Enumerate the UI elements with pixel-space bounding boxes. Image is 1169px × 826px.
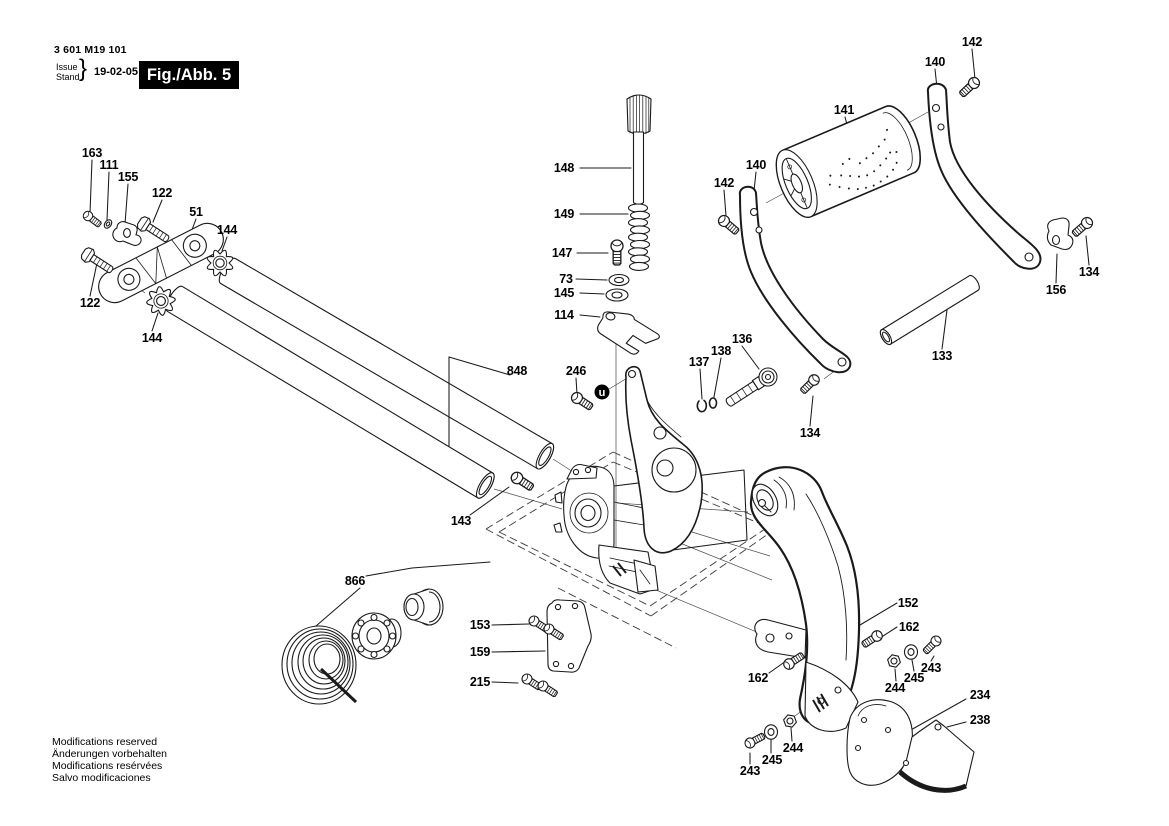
part-label: 148	[553, 161, 575, 175]
part-label: 137	[688, 355, 710, 369]
washer-245-right	[905, 645, 918, 659]
document-part-number: 3 601 M19 101	[54, 44, 127, 56]
spring-149	[629, 204, 650, 270]
part-label: 162	[898, 620, 920, 634]
screw-142-left	[716, 213, 741, 236]
part-label: 162	[747, 671, 769, 685]
clamp-155	[113, 222, 141, 246]
part-label: 156	[1045, 283, 1067, 297]
lever-plate	[626, 367, 702, 553]
part-label: 155	[117, 170, 139, 184]
screw-163	[81, 209, 102, 228]
snap-ring-137	[697, 400, 706, 411]
part-label: 140	[745, 158, 767, 172]
bolt-122-lower	[79, 246, 116, 277]
issue-label: Issue	[56, 62, 78, 72]
part-label: 133	[931, 349, 953, 363]
support-arm-152	[747, 467, 859, 731]
assembly-marker-u	[595, 385, 610, 400]
part-label: 142	[713, 176, 735, 190]
part-label: 141	[833, 103, 855, 117]
part-label: 140	[924, 55, 946, 69]
pivot-bolt-136	[724, 368, 777, 408]
figure-label-box: Fig./Abb. 5	[139, 61, 239, 89]
washer-111	[103, 218, 114, 229]
part-label: 244	[782, 741, 804, 755]
part-label: 134	[1078, 265, 1100, 279]
screw-162-right	[860, 629, 884, 650]
washer-145	[606, 289, 628, 301]
modifications-notice	[52, 736, 167, 784]
o-ring-138	[710, 398, 717, 408]
screw-142-right	[958, 75, 982, 99]
issue-date: 19-02-05	[94, 66, 139, 78]
bearing-866	[352, 613, 401, 659]
roller-141	[768, 100, 929, 223]
part-label: 153	[469, 618, 491, 632]
screw-215-b	[536, 679, 559, 699]
part-label: 145	[553, 286, 575, 300]
part-label: 163	[81, 146, 103, 160]
clamp-156	[1047, 218, 1073, 250]
part-label: 243	[920, 661, 942, 675]
part-label: 111	[99, 158, 119, 172]
part-label: 138	[710, 344, 732, 358]
part-label: 245	[761, 753, 783, 767]
part-label: 848	[506, 364, 528, 378]
screw-134-right	[1070, 215, 1094, 238]
part-label: 149	[553, 207, 575, 221]
part-label: 243	[739, 764, 761, 778]
part-label: 144	[216, 223, 238, 237]
part-label: 114	[554, 308, 574, 322]
part-label: 142	[961, 35, 983, 49]
part-label: 152	[897, 596, 919, 610]
washer-245-lower	[765, 725, 778, 739]
svg-text:u: u	[598, 387, 606, 399]
spring-866	[282, 626, 356, 704]
notice-line-en: Modifications reserved	[52, 736, 158, 748]
issue-stand-labels	[56, 62, 80, 82]
support-arm-140-left	[740, 187, 851, 372]
part-label: 244	[884, 681, 906, 695]
screw-134-left	[799, 373, 822, 396]
part-label: 866	[344, 574, 366, 588]
part-label: 238	[969, 713, 991, 727]
nut-244-right	[886, 654, 901, 668]
brace-glyph: }	[79, 55, 88, 82]
screw-243-lower	[743, 731, 766, 750]
fork-plate-114	[594, 308, 663, 358]
screw-147	[611, 240, 623, 265]
part-label: 234	[969, 688, 991, 702]
part-label: 122	[151, 186, 173, 200]
part-label: 51	[189, 205, 203, 219]
stand-label: Stand	[56, 72, 80, 82]
notice-line-de: Änderungen vorbehalten	[52, 748, 168, 760]
part-label: 122	[79, 296, 101, 310]
part-label: 134	[799, 426, 821, 440]
screw-243-right	[921, 634, 943, 656]
part-label: 73	[559, 272, 573, 286]
notice-line-es: Salvo modificaciones	[52, 772, 151, 784]
part-label: 147	[551, 246, 573, 260]
part-label: 136	[731, 332, 753, 346]
part-label: 246	[565, 364, 587, 378]
knob-bolt-148	[627, 95, 651, 204]
part-label: 159	[469, 645, 491, 659]
nut-244-lower	[783, 714, 798, 727]
screw-246	[569, 390, 594, 412]
screw-143	[509, 470, 535, 493]
part-label: 143	[450, 514, 472, 528]
support-arm-140-right	[928, 84, 1041, 269]
notice-line-fr: Modifications resérvées	[52, 760, 163, 772]
part-label: 245	[903, 671, 925, 685]
part-label: 144	[141, 331, 163, 345]
part-label: 215	[469, 675, 491, 689]
washer-73	[609, 275, 629, 286]
bushing-866	[404, 589, 443, 625]
rod-133	[878, 274, 981, 347]
